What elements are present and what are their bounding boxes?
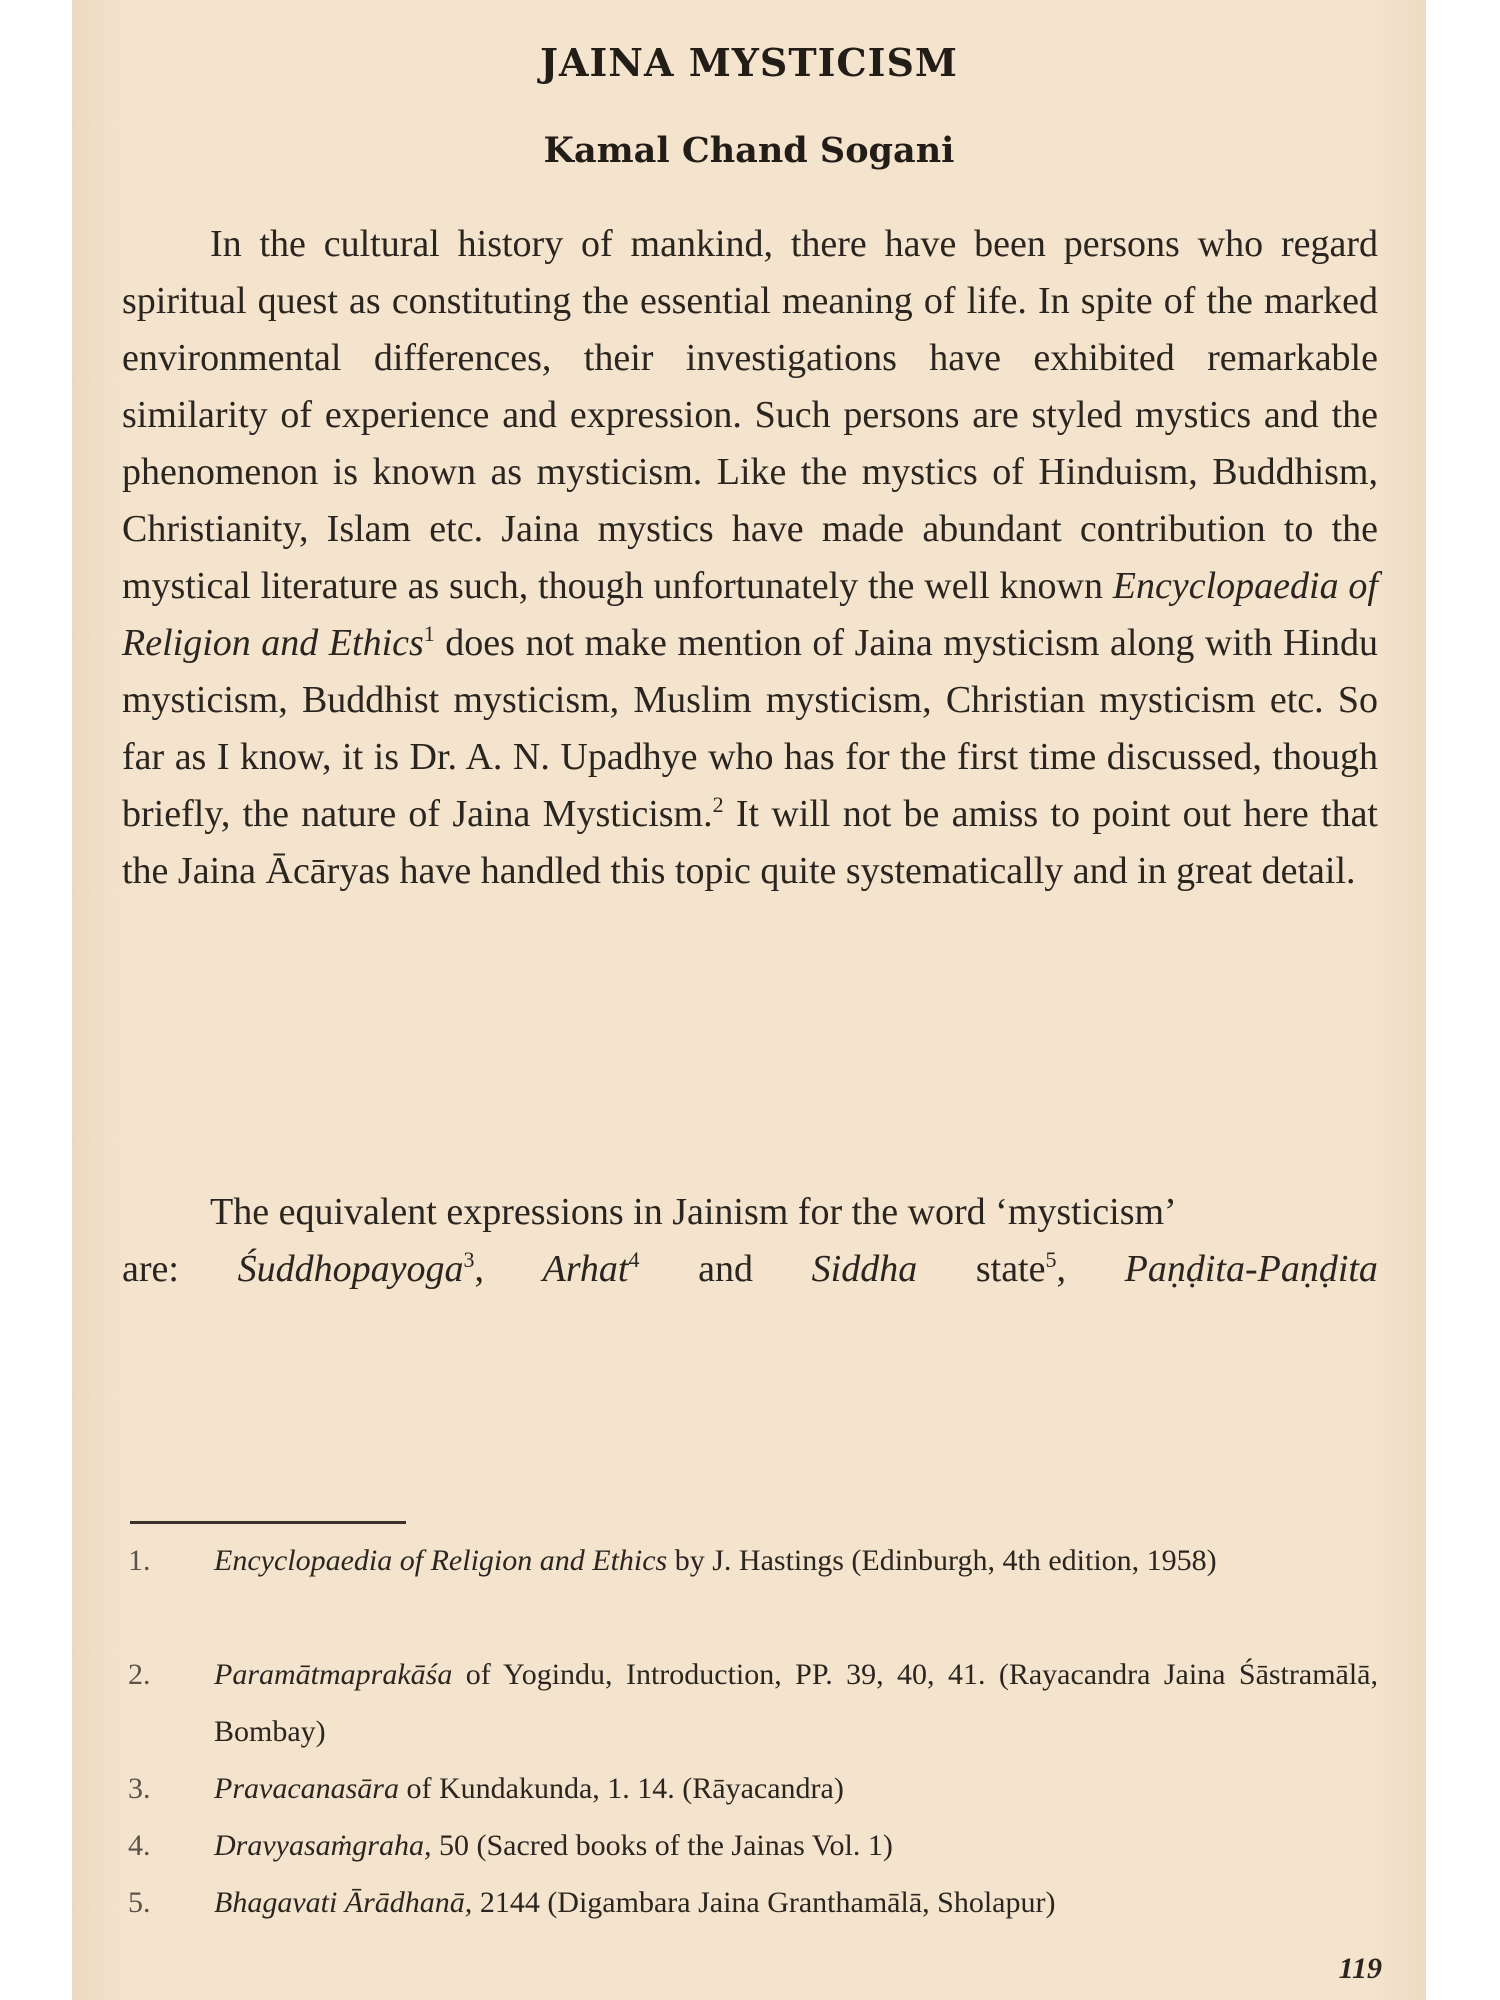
term-pandita-pandita: Paṇḍita-Paṇḍita <box>1124 1248 1378 1290</box>
footnote-number: 4. <box>128 1829 151 1862</box>
paragraph-1-text-c: It will not be amiss to point out here that the Jaina Ācāryas have handled this topic quite systematically and in great detail. <box>122 793 1378 892</box>
term-arhat <box>543 1241 640 1298</box>
footnote-ref-3: 3 <box>463 1247 475 1272</box>
footnote-number: 2. <box>128 1658 151 1691</box>
footnote-title: Pravacanasāra <box>214 1772 399 1805</box>
term-siddha: Siddha <box>811 1248 918 1290</box>
book-page <box>72 0 1426 2000</box>
term-1: Śuddhopayoga <box>237 1248 464 1290</box>
footnote-title: Bhagavati Ārādhanā, <box>214 1886 473 1919</box>
footnote-detail: by J. Hastings (Edinburgh, 4th edition, 1958) <box>667 1544 1217 1577</box>
footnote-ref-2: 2 <box>712 792 724 817</box>
state-text: state <box>975 1248 1046 1290</box>
footnote-detail: 50 (Sacred books of the Jainas Vol. 1) <box>431 1829 893 1862</box>
page-number: 119 <box>1338 1952 1382 1985</box>
term-2: Arhat <box>542 1248 629 1290</box>
term-suddhopayoga: Śuddhopayoga$^3$, <box>237 1247 484 1290</box>
footnote-text <box>214 1760 1378 1817</box>
footnote-text <box>214 1532 1378 1589</box>
footnote-number: 3. <box>128 1772 151 1805</box>
footnote-title: Dravyasaṁgraha, <box>214 1829 432 1862</box>
footnote-number: 1. <box>128 1544 151 1577</box>
footnote-ref-4: 4 <box>628 1247 640 1272</box>
paragraph-2-line-2 <box>122 1241 1378 1298</box>
paragraph-2-line-1 <box>122 1184 1378 1241</box>
footnote-ref-1: 1 <box>423 621 435 646</box>
footnote-divider <box>130 1521 406 1524</box>
footnote-title: Encyclopaedia of Religion and Ethics <box>214 1544 668 1577</box>
footnote-detail: 2144 (Digambara Jaina Granthamālā, Sholapur) <box>472 1886 1056 1919</box>
word-and: and <box>698 1248 753 1290</box>
footnote-text <box>214 1874 1378 1931</box>
footnote-text <box>214 1817 1378 1874</box>
article-title: JAINA MYSTICISM <box>540 40 958 85</box>
footnote-title: Paramātmaprakāśa <box>214 1658 453 1691</box>
paragraph-1-text-b: does not make mention of Jaina mysticism along with Hindu mysticism, Buddhist mysticism, Muslim mysticism, Christian mysticism etc. So far as I know, it is Dr. A. N. Upadhye who has for the first time discussed, though briefly, the nature of Jaina Mysticism. <box>122 622 1378 835</box>
paragraph-1-text-a: In the cultural history of mankind, there have been persons who regard spiritual quest as constituting the essential meaning of life. In spite of the marked environmental differences, their investigations have exhibited remarkable similarity of experience and expression. Such persons are styled mystics and the phenomenon is known as mysticism. Like the mystics of Hinduism, Buddhism, Christianity, Islam etc. Jaina mystics have made abundant contribution to the mystical literature as such, though unfortunately the well known <box>122 223 1378 607</box>
paragraph-2-text: The equivalent expressions in Jainism for the word ‘mysticism’ <box>210 1191 1177 1233</box>
footnote-detail: of Yogindu, Introduction, PP. 39, 40, 41. (Rayacandra Jaina Śāstramālā, Bombay) <box>214 1658 1378 1748</box>
footnote-detail: of Kundakunda, 1. 14. (Rāyacandra) <box>398 1772 844 1805</box>
encyclopaedia-title: Encyclopaedia of Religion and Ethics <box>122 565 1378 664</box>
footnote-number: 5. <box>128 1886 151 1919</box>
footnote-text <box>214 1646 1378 1760</box>
author-name: Kamal Chand Sogani <box>543 130 955 171</box>
word-state: state$^5$, <box>975 1247 1066 1290</box>
word-are: are: <box>122 1248 179 1290</box>
paragraph-1 <box>122 216 1378 900</box>
footnote-ref-5: 5 <box>1045 1247 1057 1272</box>
